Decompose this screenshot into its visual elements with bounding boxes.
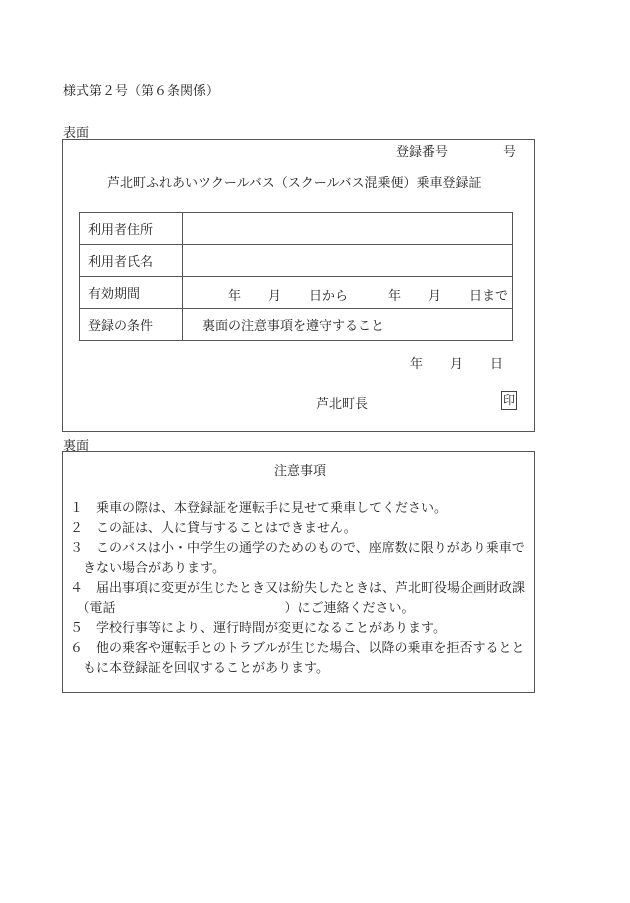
registration-table (79, 212, 513, 341)
note-line: ５ 学校行事等により、運行時間が変更になることがあります。 (70, 621, 446, 636)
address-label: 利用者住所 (80, 213, 183, 245)
period-year-to: 年 (388, 289, 402, 304)
validity-label: 有効期間 (80, 277, 183, 309)
note-line: ４ 届出事項に変更が生じたとき又は紛失したときは、芦北町役場企画財政課 (70, 581, 526, 596)
note-line: １ 乗車の際は、本登録証を運転手に見せて乗車してください。 (70, 501, 448, 516)
note-line: もに本登録証を回収することがあります。 (70, 661, 329, 676)
table-row (80, 309, 513, 341)
card-title: 芦北町ふれあいツクールバス（スクールバス混乗便）乗車登録証 (107, 176, 482, 191)
note-line: ３ このバスは小・中学生の通学のためのもので、座席数に限りがあり乗車で (70, 541, 525, 556)
address-value (183, 213, 513, 245)
validity-value (183, 277, 513, 309)
period-month-to: 月 (428, 289, 442, 304)
conditions-label: 登録の条件 (80, 309, 183, 341)
table-row (80, 245, 513, 277)
period-year-from: 年 (228, 289, 242, 304)
note-line: （電話 ）にご連絡ください。 (70, 601, 415, 616)
table-row (80, 277, 513, 309)
notes-title: 注意事項 (274, 464, 327, 479)
issue-date-year: 年 (410, 357, 424, 372)
period-month-from: 月 (268, 289, 282, 304)
issue-date-day: 日 (490, 357, 504, 372)
name-label: 利用者氏名 (80, 245, 183, 277)
form-number: 様式第２号（第６条関係） (63, 84, 220, 99)
back-side-label: 裏面 (63, 439, 90, 454)
seal-icon: 印 (501, 391, 517, 410)
period-day-from: 日から (309, 289, 349, 304)
registration-number-suffix: 号 (503, 145, 517, 160)
issue-date-month: 月 (450, 357, 464, 372)
period-day-to: 日まで (469, 289, 509, 304)
front-side-label: 表面 (63, 126, 90, 141)
note-line: ２ この証は、人に貸与することはできません。 (70, 521, 357, 536)
table-row (80, 213, 513, 245)
conditions-value: 裏面の注意事項を遵守すること (183, 309, 513, 341)
registration-number-label: 登録番号 (396, 145, 449, 160)
name-value (183, 245, 513, 277)
issuer-title: 芦北町長 (316, 397, 369, 412)
note-line: きない場合があります。 (70, 561, 225, 576)
note-line: ６ 他の乗客や運転手とのトラブルが生じた場合、以降の乗車を拒否するとと (70, 641, 525, 656)
